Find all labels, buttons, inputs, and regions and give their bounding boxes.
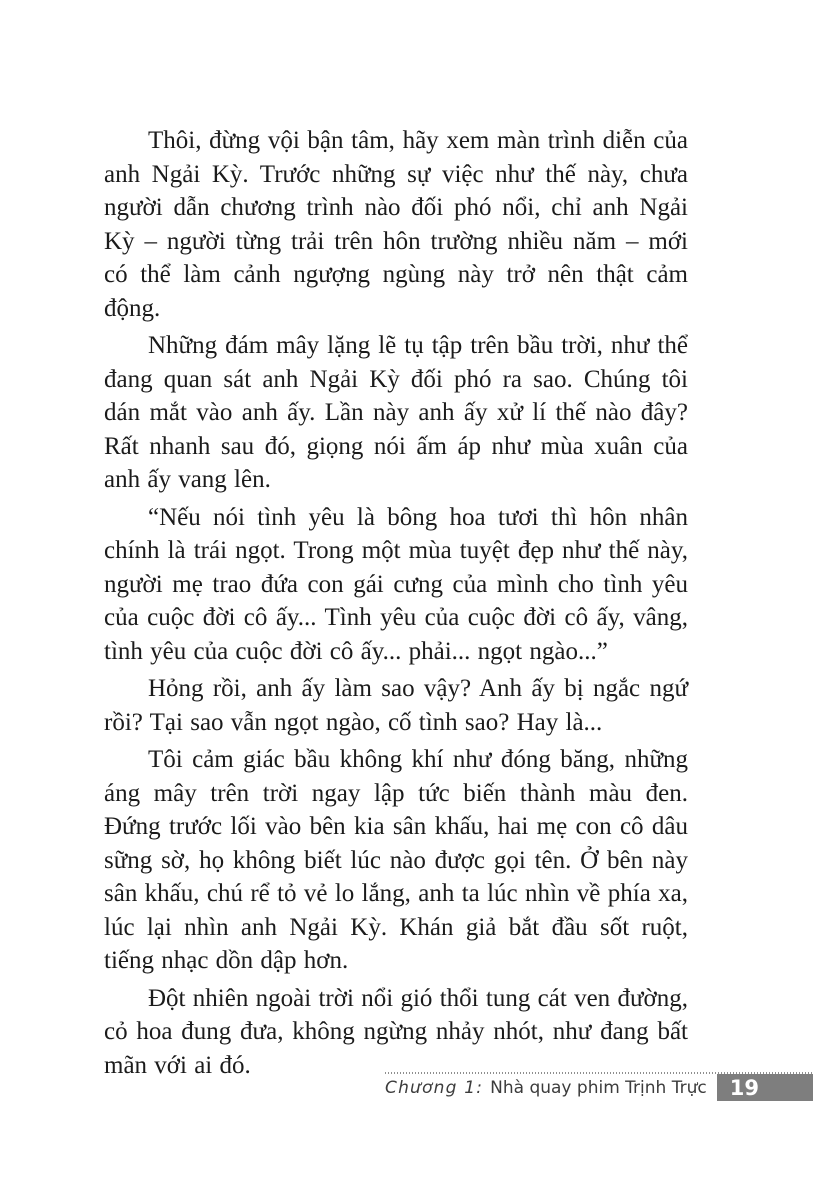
paragraph: Những đám mây lặng lẽ tụ tập trên bầu trời, như thể đang quan sát anh Ngải Kỳ đối phó ra sao. Chúng tôi dán mắt vào anh ấy. Lần này anh ấy xử lí thế nào đây? Rất nhanh sau đó, giọng nói ấm áp như mùa xuân của anh ấy vang lên. <box>104 332 688 493</box>
chapter-label: Chương 1: <box>385 1077 484 1098</box>
running-footer <box>385 1074 717 1101</box>
paragraph: Hỏng rồi, anh ấy làm sao vậy? Anh ấy bị ngắc ngứ rồi? Tại sao vẫn ngọt ngào, cố tình sao? Hay là... <box>104 675 688 736</box>
paragraph: Đột nhiên ngoài trời nổi gió thổi tung cát ven đường, cỏ hoa đung đưa, không ngừng nhảy nhót, như đang bất mãn với ai đó. <box>104 984 688 1079</box>
footer-row <box>385 1074 813 1101</box>
chapter-title: Nhà quay phim Trịnh Trực <box>490 1077 707 1098</box>
page-footer <box>385 1072 813 1101</box>
page-number: 19 <box>729 1075 759 1100</box>
paragraph: Tôi cảm giác bầu không khí như đóng băng, những áng mây trên trời ngay lập tức biến thành màu đen. Đứng trước lối vào bên kia sân khấu, hai mẹ con cô dâu sững sờ, họ không biết lúc nào được gọi tên. Ở bên này sân khấu, chú rể tỏ vẻ lo lắng, anh ta lúc nhìn về phía xa, lúc lại nhìn anh Ngải Kỳ. Khán giả bắt đầu sốt ruột, tiếng nhạc dồn dập hơn. <box>104 746 688 974</box>
page-number-badge <box>717 1074 813 1101</box>
paragraph: “Nếu nói tình yêu là bông hoa tươi thì hôn nhân chính là trái ngọt. Trong một mùa tuyệt đẹp như thế này, người mẹ trao đứa con gái cưng của mình cho tình yêu của cuộc đời cô ấy... Tình yêu của cuộc đời cô ấy, vâng, tình yêu của cuộc đời cô ấy... phải... ngọt ngào...” <box>104 503 688 665</box>
body-text <box>104 124 688 1086</box>
paragraph: Thôi, đừng vội bận tâm, hãy xem màn trình diễn của anh Ngải Kỳ. Trước những sự việc như thế này, chưa người dẫn chương trình nào đối phó nổi, chỉ anh Ngải Kỳ – người từng trải trên hôn trường nhiều năm – mới có thể làm cảnh ngượng ngùng này trở nên thật cảm động. <box>104 127 688 322</box>
